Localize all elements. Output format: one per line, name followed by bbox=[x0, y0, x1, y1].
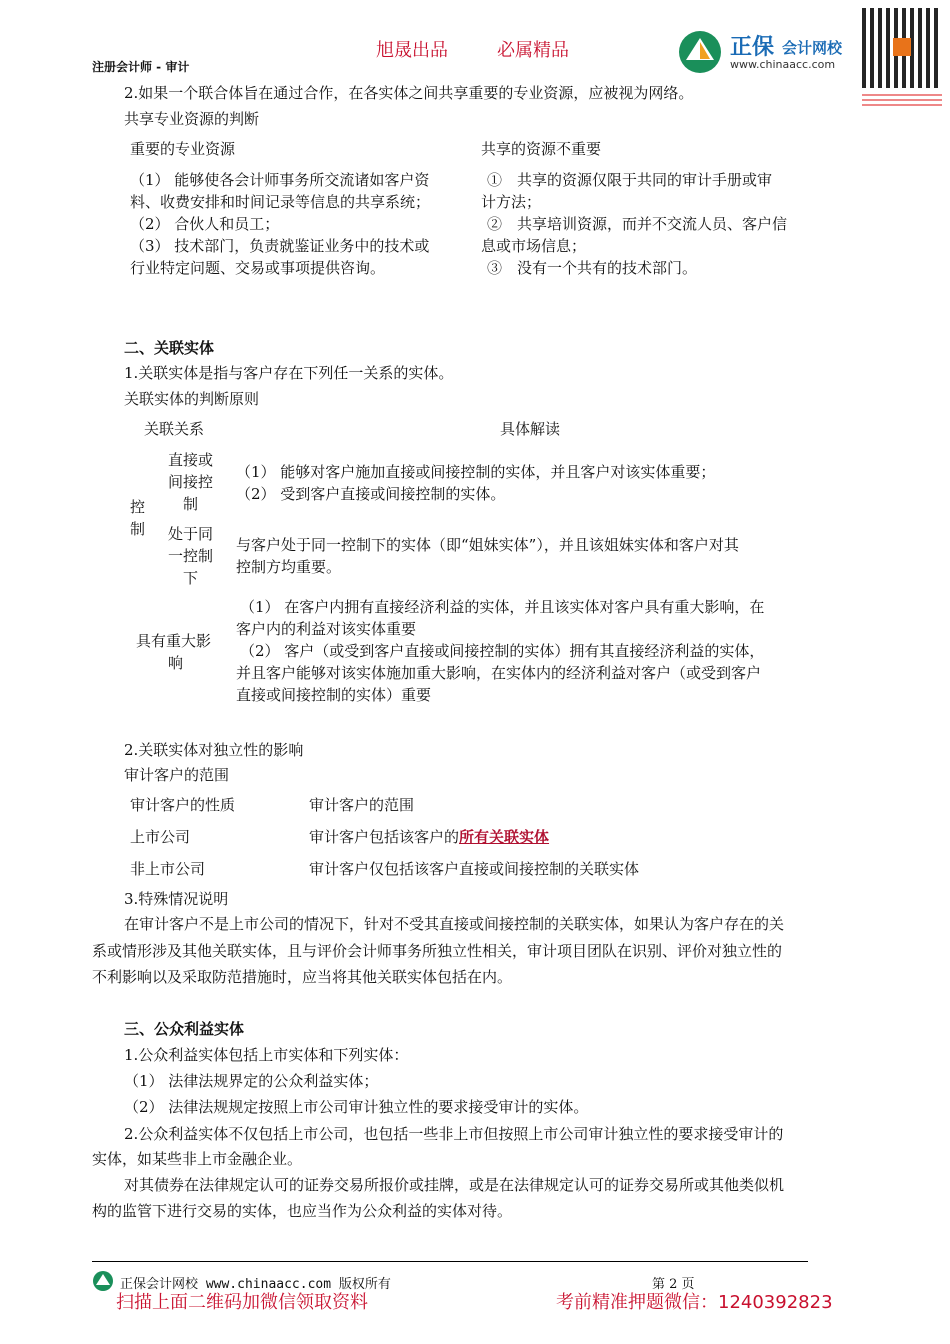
sec3-para: 1.公众利益实体包括上市实体和下列实体： bbox=[124, 1046, 409, 1064]
footer-promo-left: 扫描上面二维码加微信领取资料 bbox=[116, 1292, 368, 1313]
sec2-para: 1.关联实体是指与客户存在下列任一关系的实体。 bbox=[124, 364, 454, 382]
sig-influence-text: （2） 客户（或受到客户直接或间接控制的实体）拥有其直接经济利益的实体， bbox=[240, 642, 765, 660]
right-line: ③ 没有一个共有的技术部门。 bbox=[487, 259, 698, 277]
col-right-head: 共享的资源不重要 bbox=[481, 140, 602, 158]
sec2-caption: 关联实体的判断原则 bbox=[124, 390, 260, 408]
right-line: 计方法； bbox=[481, 193, 542, 211]
sec2-para-3: 3.特殊情况说明 bbox=[124, 890, 229, 908]
sec3-item: （2） 法律法规规定按照上市公司审计独立性的要求接受审计的实体。 bbox=[124, 1098, 589, 1116]
sig-influence-text: 直接或间接控制的实体）重要 bbox=[236, 686, 432, 704]
sec3-para-2: 2.公众利益实体不仅包括上市公司，也包括一些非上市但按照上市公司审计独立性的要求接受审计的 bbox=[124, 1125, 784, 1143]
sec1-caption: 共享专业资源的判断 bbox=[124, 110, 260, 128]
direct-label: 制 bbox=[183, 495, 199, 513]
control-label: 控 bbox=[130, 498, 146, 516]
right-line: ① 共享的资源仅限于共同的审计手册或审 bbox=[487, 171, 773, 189]
direct-text: （2） 受到客户直接或间接控制的实体。 bbox=[236, 485, 506, 503]
sec2-para-3-line: 系或情形涉及其他关联实体，且与评价会计师事务所独立性相关，审计项目团队在识别、评价对独立性的 bbox=[92, 942, 783, 960]
right-line: 息或市场信息； bbox=[481, 237, 587, 255]
logo-icon bbox=[676, 28, 726, 76]
sig-influence-text: （1） 在客户内拥有直接经济利益的实体，并且该实体对客户具有重大影响，在 bbox=[240, 598, 765, 616]
sec3-heading: 三、公众利益实体 bbox=[124, 1020, 245, 1038]
logo-name: 会计网校 bbox=[782, 39, 843, 57]
logo-url: www.chinaacc.com bbox=[730, 58, 836, 71]
direct-label: 间接控 bbox=[168, 473, 214, 491]
sec3-para-3: 构的监管下进行交易的实体，也应当作为公众利益的实体对待。 bbox=[92, 1202, 513, 1220]
scope-head-range: 审计客户的范围 bbox=[309, 796, 415, 814]
left-line: （1） 能够使各会计师事务所交流诸如客户资 bbox=[130, 171, 430, 189]
table-head-detail: 具体解读 bbox=[500, 420, 561, 438]
scope-listed: 上市公司 bbox=[130, 828, 191, 846]
sec3-item: （1） 法律法规界定的公众利益实体； bbox=[124, 1072, 379, 1090]
scope-listed-text bbox=[309, 826, 549, 847]
left-line: （2） 合伙人和员工； bbox=[130, 215, 280, 233]
sig-influence-text: 并且客户能够对该实体施加重大影响，在实体内的经济利益对客户（或受到客户 bbox=[236, 664, 762, 682]
left-line: 料、收费安排和时间记录等信息的共享系统； bbox=[130, 193, 431, 211]
logo bbox=[676, 28, 856, 76]
doc-title: 注册会计师 - 审计 bbox=[92, 60, 190, 74]
scope-listed-emphasis: 所有关联实体 bbox=[459, 828, 550, 846]
same-control-text: 控制方均重要。 bbox=[236, 558, 342, 576]
left-line: （3） 技术部门，负责就鉴证业务中的技术或 bbox=[130, 237, 430, 255]
sig-influence-text: 客户内的利益对该实体重要 bbox=[236, 620, 417, 638]
sec2-heading: 二、关联实体 bbox=[124, 339, 215, 357]
scope-listed-prefix: 审计客户包括该客户的 bbox=[309, 828, 460, 846]
control-label: 制 bbox=[130, 520, 146, 538]
sec1-para: 2.如果一个联合体旨在通过合作，在各实体之间共享重要的专业资源，应被视为网络。 bbox=[124, 84, 694, 102]
footer-copyright: 正保会计网校 www.chinaacc.com 版权所有 bbox=[120, 1277, 391, 1292]
same-control-text: 与客户处于同一控制下的实体（即“姐妹实体”），并且该姐妹实体和客户对其 bbox=[236, 536, 739, 554]
right-line: ② 共享培训资源，而并不交流人员、客户信 bbox=[487, 215, 788, 233]
sec3-para-3: 对其债券在法律规定认可的证券交易所报价或挂牌，或是在法律规定认可的证券交易所或其他类似机 bbox=[124, 1176, 785, 1194]
sec3-para-2: 实体，如某些非上市金融企业。 bbox=[92, 1150, 303, 1168]
sec2-para-3-line: 不利影响以及采取防范措施时，应当将其他关联实体包括在内。 bbox=[92, 968, 513, 986]
direct-label: 直接或 bbox=[168, 451, 214, 469]
header-promo-right: 必属精品 bbox=[497, 40, 569, 61]
sig-influence-label: 具有重大影 bbox=[136, 632, 212, 650]
scope-head-nature: 审计客户的性质 bbox=[130, 796, 236, 814]
same-control-label: 一控制 bbox=[168, 547, 214, 565]
sec2-para-2: 2.关联实体对独立性的影响 bbox=[124, 741, 304, 759]
same-control-label: 处于同 bbox=[168, 525, 214, 543]
footer-divider bbox=[92, 1261, 808, 1262]
footer-page-number: 第 2 页 bbox=[652, 1277, 695, 1292]
footer-logo-icon bbox=[92, 1270, 114, 1292]
sec2-para-3-line: 在审计客户不是上市公司的情况下，针对不受其直接或间接控制的关联实体，如果认为客户存在的关 bbox=[124, 915, 785, 933]
left-line: 行业特定问题、交易或事项提供咨询。 bbox=[130, 259, 386, 277]
header-promo-left: 旭晟出品 bbox=[376, 40, 448, 61]
sec2-caption-2: 审计客户的范围 bbox=[124, 766, 230, 784]
same-control-label: 下 bbox=[183, 569, 199, 587]
col-left-head: 重要的专业资源 bbox=[130, 140, 236, 158]
direct-text: （1） 能够对客户施加直接或间接控制的实体，并且客户对该实体重要； bbox=[236, 463, 716, 481]
sig-influence-label: 响 bbox=[168, 654, 184, 672]
qr-caption bbox=[862, 92, 942, 106]
scope-unlisted: 非上市公司 bbox=[130, 860, 206, 878]
footer-promo-right: 考前精准押题微信：1240392823 bbox=[556, 1292, 833, 1313]
logo-brand: 正保 bbox=[730, 35, 775, 60]
qr-center-logo bbox=[893, 38, 911, 56]
table-head-relation: 关联关系 bbox=[144, 420, 205, 438]
scope-unlisted-text: 审计客户仅包括该客户直接或间接控制的关联实体 bbox=[309, 860, 640, 878]
